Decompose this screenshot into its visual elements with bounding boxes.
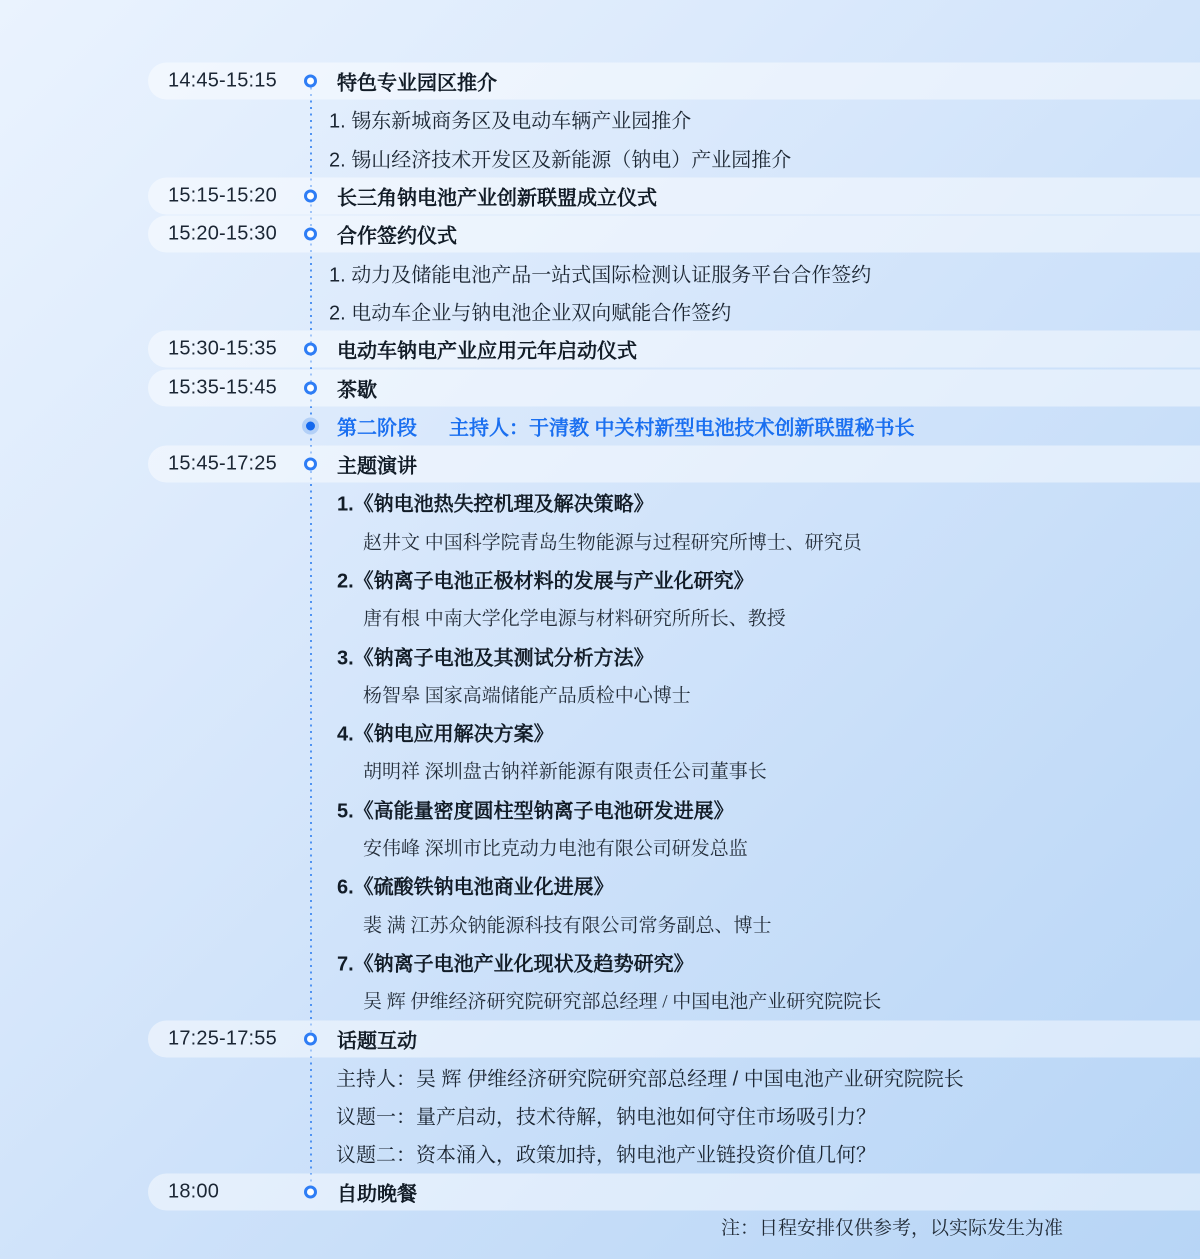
agenda-row-talk [0,560,1200,598]
agenda-row-session [0,445,1200,483]
talk-title: 3.《钠离子电池及其测试分析方法》 [337,647,654,670]
session-title: 自助晚餐 [337,1183,417,1206]
agenda-row-item [0,292,1200,330]
timeline-marker-icon [304,190,317,203]
agenda-row-talk [0,483,1200,521]
agenda-row-talk [0,943,1200,981]
talk-title: 2.《钠离子电池正极材料的发展与产业化研究》 [337,570,754,593]
discussion-line: 议题一：量产启动，技术待解，钠电池如何守住市场吸引力？ [336,1106,876,1129]
agenda-row-session [0,62,1200,100]
speaker-credit: 裴 满 江苏众钠能源科技有限公司常务副总、博士 [363,915,772,937]
agenda-row-talk [0,790,1200,828]
agenda-row-speaker [0,751,1200,789]
time-label: 15:15-15:20 [168,184,277,207]
time-label: 14:45-15:15 [168,69,277,92]
timeline-marker-icon [304,75,317,88]
agenda-item-text: 1. 动力及储能电池产品一站式国际检测认证服务平台合作签约 [329,264,872,287]
agenda-row-speaker [0,828,1200,866]
time-label: 15:30-15:35 [168,337,277,360]
agenda-row-discussion [0,1058,1200,1096]
talk-title: 5.《高能量密度圆柱型钠离子电池研发进展》 [337,800,734,823]
agenda-row-speaker [0,522,1200,560]
agenda-row-item [0,139,1200,177]
speaker-credit: 赵井文 中国科学院青岛生物能源与过程研究所博士、研究员 [363,532,862,554]
note-text: 注：日程安排仅供参考，以实际发生为准 [720,1217,1063,1239]
agenda-item-text: 1. 锡东新城商务区及电动车辆产业园推介 [329,110,692,133]
speaker-credit: 唐有根 中南大学化学电源与材料研究所所长、教授 [363,608,786,630]
agenda-row-session [0,177,1200,215]
session-title: 主题演讲 [337,455,417,478]
agenda-row-item [0,100,1200,138]
talk-title: 6.《硫酸铁钠电池商业化进展》 [337,876,614,899]
agenda-item-text: 2. 锡山经济技术开发区及新能源（钠电）产业园推介 [329,149,792,172]
session-title: 电动车钠电产业应用元年启动仪式 [337,340,637,363]
agenda-row-speaker [0,905,1200,943]
agenda-row-session [0,1019,1200,1057]
time-label: 17:25-17:55 [168,1027,277,1050]
time-label: 15:20-15:30 [168,222,277,245]
agenda-row-speaker [0,598,1200,636]
speaker-credit: 胡明祥 深圳盘古钠祥新能源有限责任公司董事长 [363,761,767,783]
agenda-row-talk [0,866,1200,904]
agenda-row-speaker [0,675,1200,713]
discussion-line: 主持人：吴 辉 伊维经济研究院研究部总经理 / 中国电池产业研究院院长 [336,1068,964,1091]
timeline-marker-icon [304,1032,317,1045]
stage-marker-icon [302,417,319,434]
agenda-rows [0,62,1200,1247]
speaker-credit: 杨智皋 国家高端储能产品质检中心博士 [363,685,691,707]
timeline-marker-icon [304,228,317,241]
session-title: 茶歇 [337,379,377,402]
speaker-credit: 吴 辉 伊维经济研究院研究部总经理 / 中国电池产业研究院院长 [363,991,882,1013]
agenda-row-discussion [0,1096,1200,1134]
talk-title: 7.《钠离子电池产业化现状及趋势研究》 [337,953,694,976]
agenda-row-session [0,1173,1200,1211]
agenda-row-item [0,253,1200,291]
agenda-row-session [0,215,1200,253]
talk-title: 4.《钠电应用解决方案》 [337,723,554,746]
timeline-marker-icon [304,1185,317,1198]
timeline-marker-icon [304,458,317,471]
timeline-marker-icon [304,343,317,356]
timeline-marker-icon [304,381,317,394]
time-label: 15:45-17:25 [168,452,277,475]
agenda-row-talk [0,636,1200,674]
discussion-line: 议题二：资本涌入，政策加持，钠电池产业链投资价值几何？ [336,1144,876,1167]
time-label: 18:00 [168,1180,220,1203]
stage-phase-label: 第二阶段 [337,417,417,440]
stage-host-label: 主持人：于清教 中关村新型电池技术创新联盟秘书长 [449,417,915,440]
agenda-row-talk [0,713,1200,751]
agenda-row-session [0,330,1200,368]
agenda-row-speaker [0,981,1200,1019]
talk-title: 1.《钠电池热失控机理及解决策略》 [337,493,654,516]
session-title: 特色专业园区推介 [337,72,497,95]
stage-row [0,407,1200,445]
session-title: 合作签约仪式 [337,225,457,248]
agenda-item-text: 2. 电动车企业与钠电池企业双向赋能合作签约 [329,302,732,325]
session-title: 长三角钠电池产业创新联盟成立仪式 [337,187,657,210]
session-title: 话题互动 [337,1030,417,1053]
agenda-row-discussion [0,1134,1200,1172]
agenda-row-session [0,368,1200,406]
time-label: 15:35-15:45 [168,376,277,399]
speaker-credit: 安伟峰 深圳市比克动力电池有限公司研发总监 [363,838,748,860]
